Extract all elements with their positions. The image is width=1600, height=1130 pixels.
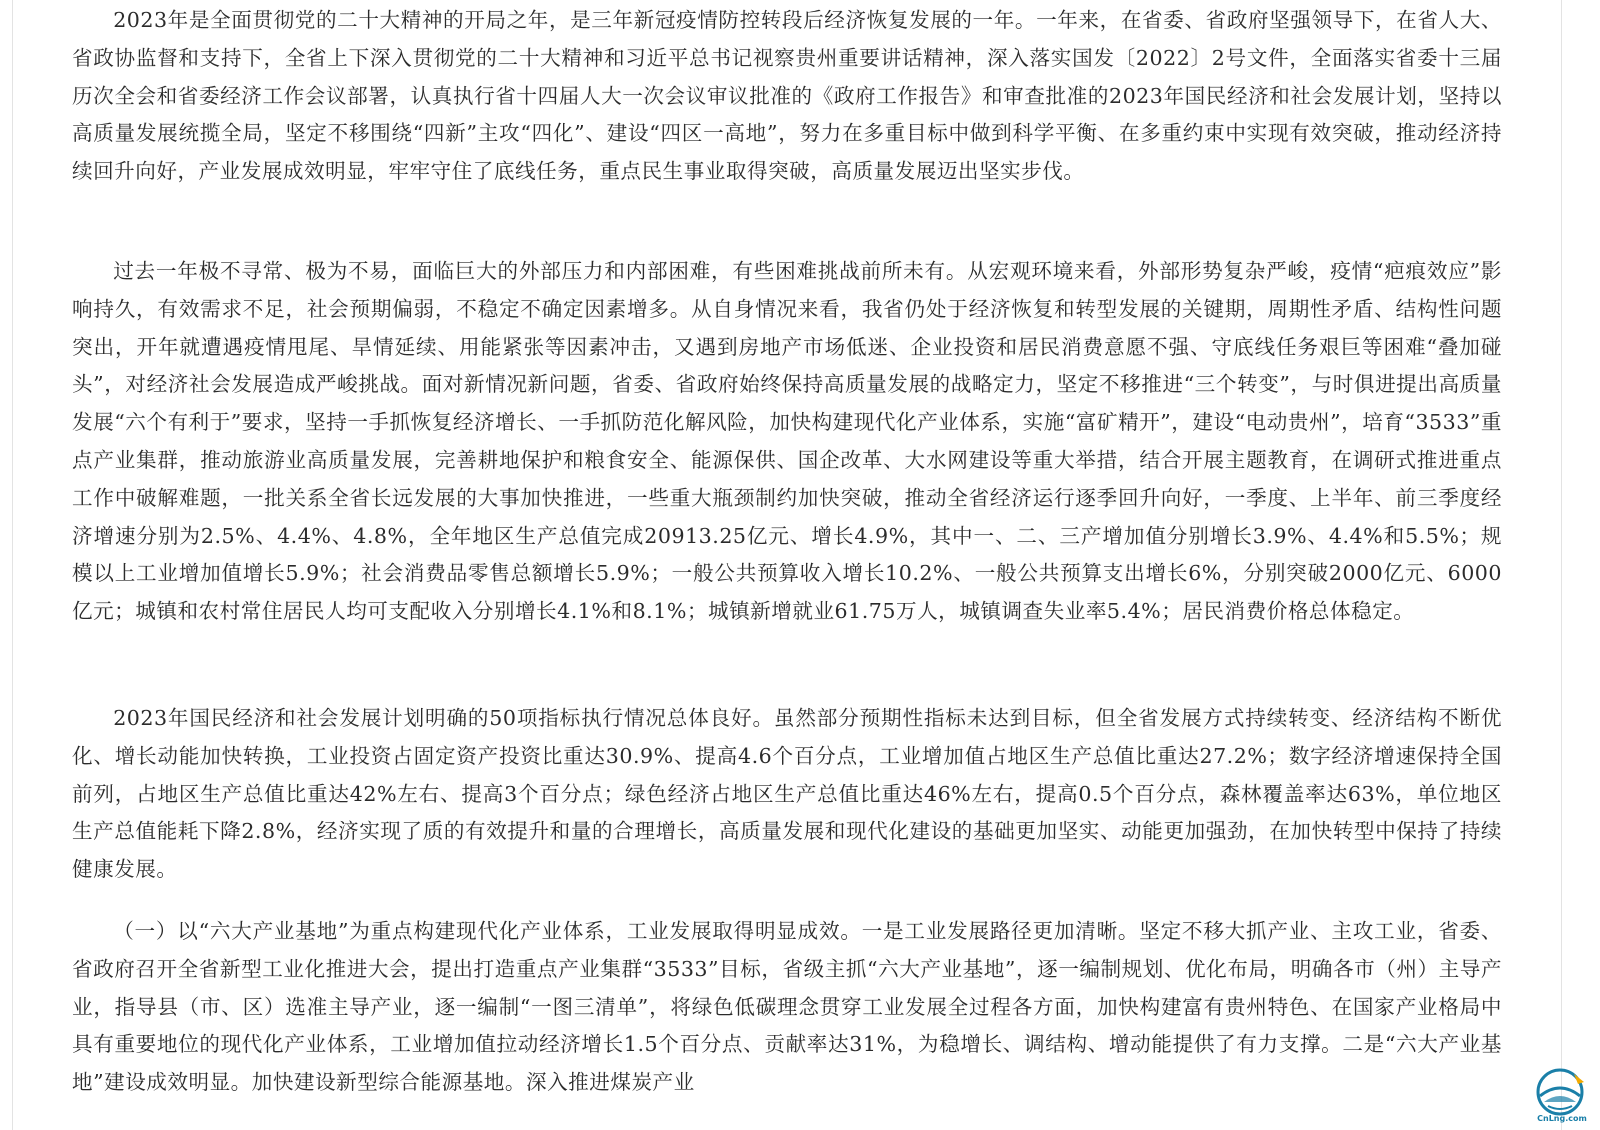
site-watermark xyxy=(1530,1062,1594,1126)
paragraph: 2023年国民经济和社会发展计划明确的50项指标执行情况总体良好。虽然部分预期性指标未达到目标，但全省发展方式持续转变、经济结构不断优化、增长动能加快转换，工业投资占固定资产投资比重达30.9%、提高4.6个百分点，工业增加值占地区生产总值比重达27.2%；数字经济增速保持全国前列，占地区生产总值比重达42%左右、提高3个百分点；绿色经济占地区生产总值比重达46%左右，提高0.5个百分点，森林覆盖率达63%，单位地区生产总值能耗下降2.8%，经济实现了质的有效提升和量的合理增长，高质量发展和现代化建设的基础更加坚实、动能更加强劲，在加快转型中保持了持续健康发展。 xyxy=(72,706,1502,882)
paragraph: 2023年是全面贯彻党的二十大精神的开局之年，是三年新冠疫情防控转段后经济恢复发展的一年。一年来，在省委、省政府坚强领导下，在省人大、省政协监督和支持下，全省上下深入贯彻党的二十大精神和习近平总书记视察贵州重要讲话精神，深入落实国发〔2022〕2号文件，全面落实省委十三届历次全会和省委经济工作会议部署，认真执行省十四届人大一次会议审议批准的《政府工作报告》和审查批准的2023年国民经济和社会发展计划，坚持以高质量发展统揽全局，坚定不移围绕“四新”主攻“四化”、建设“四区一高地”，努力在多重目标中做到科学平衡、在多重约束中实现有效突破，推动经济持续回升向好，产业发展成效明显，牢牢守住了底线任务，重点民生事业取得突破，高质量发展迈出坚实步伐。 xyxy=(72,8,1502,184)
paragraph: 过去一年极不寻常、极为不易，面临巨大的外部压力和内部困难，有些困难挑战前所未有。从宏观环境来看，外部形势复杂严峻，疫情“疤痕效应”影响持久，有效需求不足，社会预期偏弱，不稳定不确定因素增多。从自身情况来看，我省仍处于经济恢复和转型发展的关键期，周期性矛盾、结构性问题突出，开年就遭遇疫情甩尾、旱情延续、用能紧张等因素冲击，又遇到房地产市场低迷、企业投资和居民消费意愿不强、守底线任务艰巨等困难“叠加碰头”，对经济社会发展造成严峻挑战。面对新情况新问题，省委、省政府始终保持高质量发展的战略定力，坚定不移推进“三个转变”，与时俱进提出高质量发展“六个有利于”要求，坚持一手抓恢复经济增长、一手抓防范化解风险，加快构建现代化产业体系，实施“富矿精开”，建设“电动贵州”，培育“3533”重点产业集群，推动旅游业高质量发展，完善耕地保护和粮食安全、能源保供、国企改革、大水网建设等重大举措，结合开展主题教育，在调研式推进重点工作中破解难题，一批关系全省长远发展的大事加快推进，一些重大瓶颈制约加快突破，推动全省经济运行逐季回升向好，一季度、上半年、前三季度经济增速分别为2.5%、4.4%、4.8%，全年地区生产总值完成20913.25亿元、增长4.9%，其中一、二、三产增加值分别增长3.9%、4.4%和5.5%；规模以上工业增加值增长5.9%；社会消费品零售总额增长5.9%；一般公共预算收入增长10.2%、一般公共预算支出增长6%，分别突破2000亿元、6000亿元；城镇和农村常住居民人均可支配收入分别增长4.1%和8.1%；城镇新增就业61.75万人，城镇调查失业率5.4%；居民消费价格总体稳定。 xyxy=(72,259,1502,624)
watermark-text: CnLng.com xyxy=(1537,1114,1587,1123)
paragraph: （一）以“六大产业基地”为重点构建现代化产业体系，工业发展取得明显成效。一是工业发展路径更加清晰。坚定不移大抓产业、主攻工业，省委、省政府召开全省新型工业化推进大会，提出打造重点产业集群“3533”目标，省级主抓“六大产业基地”，逐一编制规划、优化布局，明确各市（州）主导产业，指导县（市、区）选准主导产业，逐一编制“一图三清单”，将绿色低碳理念贯穿工业发展全过程各方面，加快构建富有贵州特色、在国家产业格局中具有重要地位的现代化产业体系，工业增加值拉动经济增长1.5个百分点、贡献率达31%，为稳增长、调结构、增动能提供了有力支撑。二是“六大产业基地”建设成效明显。加快建设新型综合能源基地。深入推进煤炭产业 xyxy=(72,919,1502,1095)
